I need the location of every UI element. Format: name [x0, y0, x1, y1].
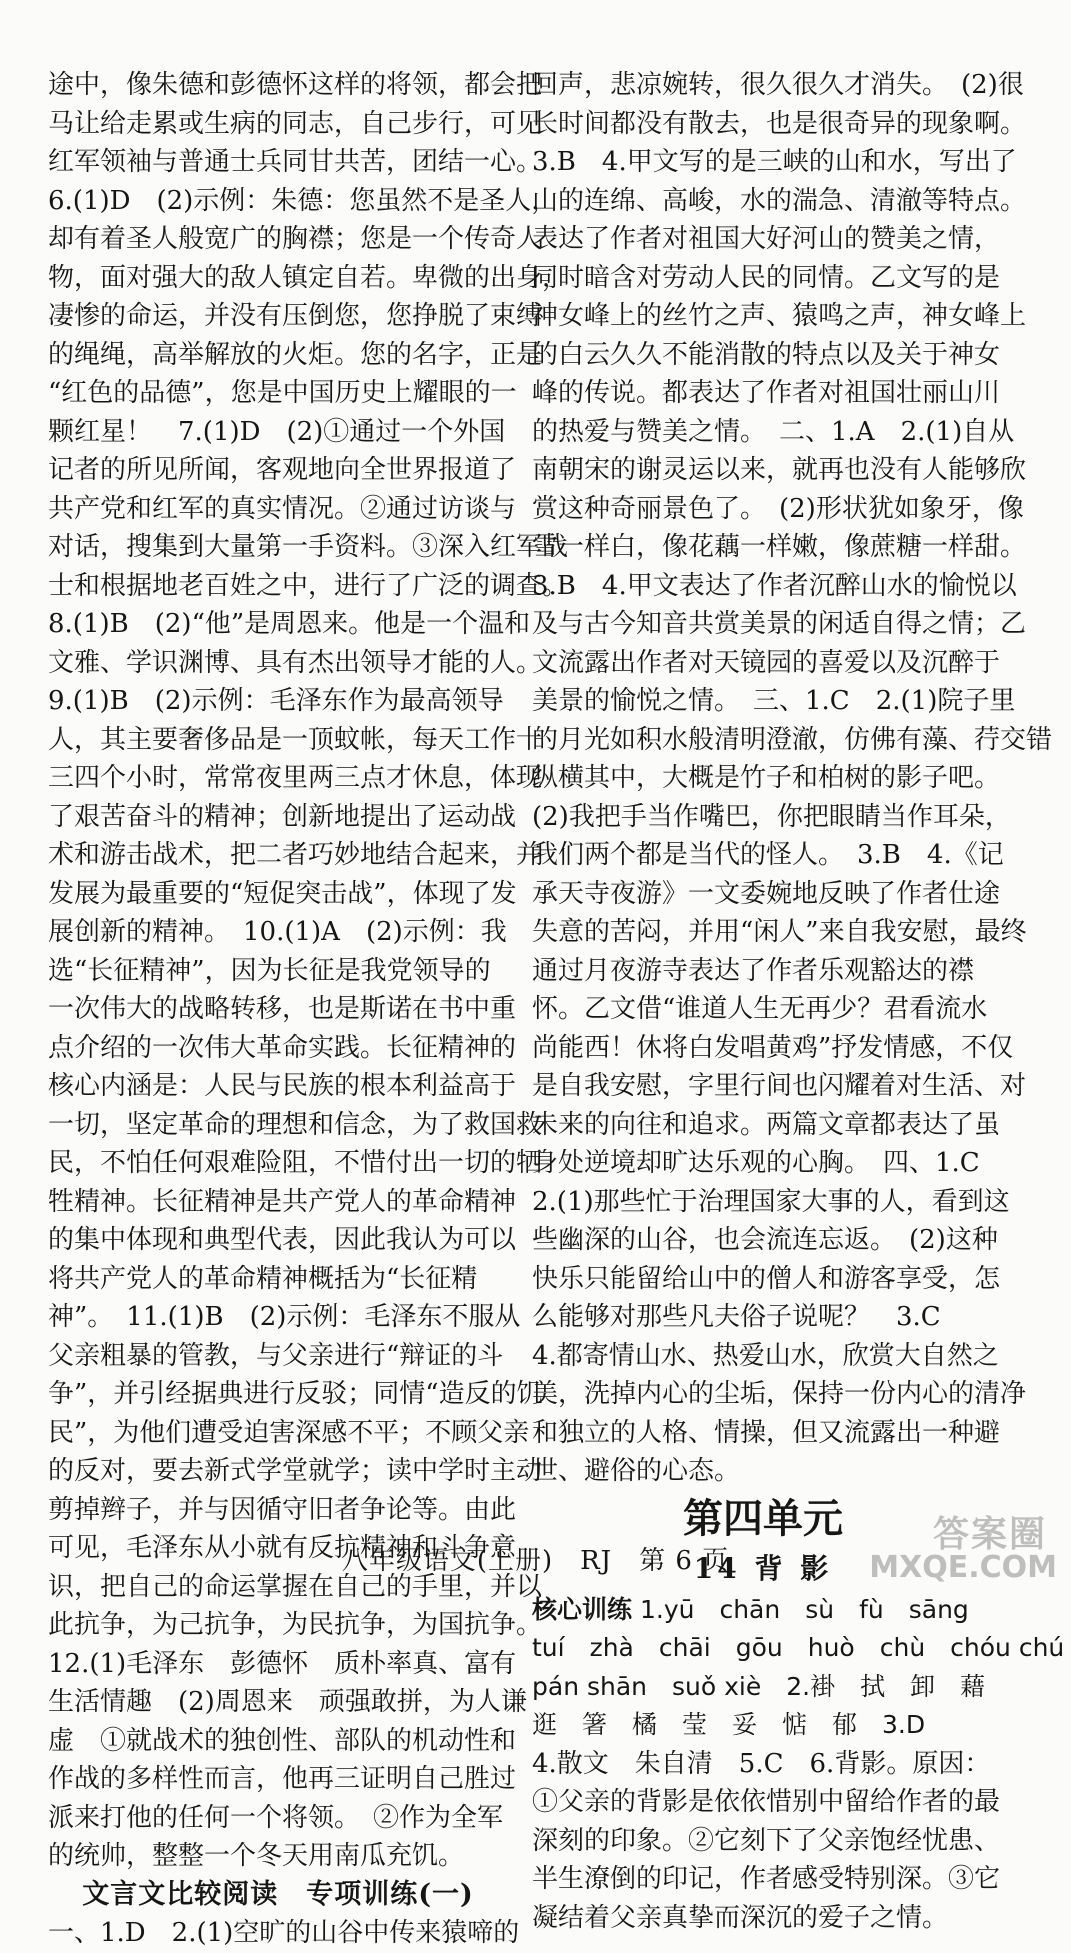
text-line: 核心内涵是：人民与民族的根本利益高于 — [48, 1071, 517, 1101]
text-line: 派来打他的任何一个将领。 ②作为全军 — [48, 1802, 504, 1833]
right-column — [532, 66, 1065, 1937]
text-line: 同时暗含对劳动人民的同情。乙文写的是 — [532, 262, 1001, 293]
text-line: 身处逆境却旷达乐观的心胸。 四、1.C — [532, 1148, 980, 1178]
text-line: 剪掉辫子，并与因循守旧者争论等。由此 — [48, 1494, 517, 1525]
text-line: 4.散文 朱自清 5.C 6.背影。原因： — [532, 1748, 991, 1779]
text-line: 8.(1)B (2)“他”是周恩来。他是一个温和 — [48, 609, 531, 639]
text-line: 承天寺夜游》一文委婉地反映了作者仕途 — [532, 878, 1001, 909]
text-line: 作战的多样性而言，他再三证明自己胜过 — [48, 1764, 517, 1794]
text-line: 失意的苦闷，并用“闲人”来自我安慰，最终 — [532, 917, 1027, 947]
watermark-top-text: 答案圈 — [932, 1514, 1047, 1555]
text-line: 三四个小时，常常夜里两三点才休息，体现 — [48, 763, 543, 793]
text-line: 赏这种奇丽景色了。 (2)形状犹如象牙，像 — [532, 493, 1024, 524]
text-line: 么能够对那些凡夫俗子说呢？ 3.C — [532, 1302, 941, 1332]
text-line: 将共产党人的革命精神概括为“长征精 — [48, 1263, 478, 1294]
text-line: 虚 ①就战术的独创性、部队的机动性和 — [48, 1725, 517, 1756]
text-line: 却有着圣人般宽广的胸襟；您是一个传奇人 — [48, 224, 543, 254]
text-line: 长时间都没有散去，也是很奇异的现象啊。 — [532, 108, 1027, 139]
pinyin-line — [532, 1706, 994, 1745]
pinyin-text: tuí zhà chāi gōu huò chù chóu chú — [532, 1633, 1065, 1662]
text-line: 12.(1)毛泽东 彭德怀 质朴率真、富有 — [48, 1648, 517, 1679]
text-line: 发展为最重要的“短促突击战”，体现了发 — [48, 878, 517, 909]
text-line: 的反对，要去新式学堂就学；读中学时主动 — [48, 1456, 543, 1486]
pinyin-line — [532, 1668, 994, 1707]
text-line: 是自我安慰，字里行间也闪耀着对生活、对 — [532, 1071, 1027, 1101]
pinyin-text: 1.yū chān sù fù sāng — [632, 1594, 969, 1624]
watermark-logo — [869, 1506, 1057, 1586]
exercise-label: 核心训练 — [532, 1594, 633, 1624]
text-line: 文雅、学识渊博、具有杰出领导才能的人。 — [48, 647, 543, 678]
text-line: 回声，悲凉婉转，很久很久才消失。 (2)很 — [532, 70, 1024, 100]
text-line: 此抗争，为己抗争，为民抗争，为国抗争。 — [48, 1610, 543, 1640]
pinyin-line — [532, 1629, 1065, 1668]
text-line: 尚能西！休将白发唱黄鸡”抒发情感，不仅 — [532, 1032, 1014, 1063]
text-line: 文流露出作者对天镜园的喜爱以及沉醉于 — [532, 647, 1001, 678]
text-line: 对话，搜集到大量第一手资料。③深入红军战 — [48, 532, 569, 562]
section-title: 文言文比较阅读 专项训练(一) — [82, 1878, 474, 1910]
text-line: 世、避俗的心态。 — [532, 1456, 741, 1486]
text-line: 民，不怕任何艰难险阻，不惜付出一切的牺 — [48, 1148, 543, 1178]
text-line: 山的连绵、高峻，水的湍急、清澈等特点。 — [532, 185, 1027, 216]
text-line: 怀。乙文借“谁道人生无再少？君看流水 — [532, 994, 988, 1024]
text-line: 共产党和红军的真实情况。②通过访谈与 — [48, 493, 517, 524]
text-line: 途中，像朱德和彭德怀这样的将领，都会把 — [48, 70, 543, 100]
text-line: ①父亲的背影是依依惜别中留给作者的最 — [532, 1787, 1001, 1817]
text-line: 神女峰上的丝竹之声、猿鸣之声，神女峰上 — [532, 301, 1027, 331]
text-line: 争”，并引经据典进行反驳；同情“造反的饥 — [48, 1379, 543, 1409]
pinyin-line — [532, 1591, 994, 1630]
text-line: 深刻的印象。②它刻下了父亲饱经忧患、 — [532, 1825, 1001, 1856]
text-line: 士和根据地老百姓之中，进行了广泛的调查。 — [48, 570, 569, 601]
text-line: 马让给走累或生病的同志，自己步行，可见 — [48, 108, 543, 139]
text-line: 一次伟大的战略转移，也是斯诺在书中重 — [48, 994, 517, 1024]
page-footer: 八年级语文(上册) RJ 第 6 页 — [341, 1546, 730, 1576]
pinyin-text: pán shān suǒ xiè 2.褂 拭 卸 藉 — [532, 1671, 986, 1701]
text-line: 一、1.D 2.(1)空旷的山谷中传来猿啼的 — [48, 1918, 520, 1948]
text-line: 凄惨的命运，并没有压倒您，您挣脱了束缚 — [48, 301, 543, 331]
text-line: 表达了作者对祖国大好河山的赞美之情， — [532, 224, 1001, 254]
text-line: 的白云久久不能消散的特点以及关于神女 — [532, 339, 1001, 370]
text-line: 父亲粗暴的管教，与父亲进行“辩证的斗 — [48, 1340, 504, 1371]
lesson-title: 14 背 影 — [693, 1551, 833, 1585]
text-line: 术和游击战术，把二者巧妙地结合起来，并 — [48, 840, 543, 870]
text-line: 美景的愉悦之情。 三、1.C 2.(1)院子里 — [532, 686, 1016, 716]
text-line: 未来的向往和追求。两篇文章都表达了虽 — [532, 1109, 1001, 1140]
text-line: 神”。 11.(1)B (2)示例：毛泽东不服从 — [48, 1302, 521, 1332]
text-line: 的月光如积水般清明澄澈，仿佛有藻、荇交错 — [532, 724, 1053, 755]
text-line: 通过月夜游寺表达了作者乐观豁达的襟 — [532, 955, 975, 986]
text-line: 快乐只能留给山中的僧人和游客享受，怎 — [532, 1263, 1001, 1294]
text-line: 点介绍的一次伟大革命实践。长征精神的 — [48, 1032, 517, 1063]
text-line: 3.B 4.甲文表达了作者沉醉山水的愉悦以 — [532, 570, 1017, 601]
text-line: 的集中体现和典型代表，因此我认为可以 — [48, 1225, 517, 1255]
text-line: 展创新的精神。 10.(1)A (2)示例：我 — [48, 917, 507, 947]
text-line: 雪一样白，像花藕一样嫩，像蔗糖一样甜。 — [532, 532, 1027, 562]
text-line: 及与古今知音共赏美景的闲适自得之情；乙 — [532, 609, 1027, 639]
text-line: 南朝宋的谢灵运以来，就再也没有人能够欣 — [532, 455, 1027, 485]
watermark-bottom-text: MXQE.COM — [869, 1550, 1057, 1585]
text-line: 的统帅，整整一个冬天用南瓜充饥。 — [48, 1841, 465, 1871]
text-line: (2)我把手当作嘴巴，你把眼睛当作耳朵， — [532, 801, 1011, 832]
text-line: 人，其主要奢侈品是一顶蚊帐，每天工作十 — [48, 724, 543, 755]
text-line: 生活情趣 (2)周恩来 顽强敢拼，为人谦 — [48, 1687, 527, 1717]
text-line: 可见，毛泽东从小就有反抗精神和斗争意 — [48, 1533, 517, 1563]
text-line: 3.B 4.甲文写的是三峡的山和水，写出了 — [532, 147, 1017, 177]
text-line: 我们两个都是当代的怪人。 3.B 4.《记 — [532, 840, 1004, 870]
text-line: 4.都寄情山水、热爱山水，欣赏大自然之 — [532, 1340, 999, 1371]
text-line: 选“长征精神”，因为长征是我党领导的 — [48, 955, 491, 986]
text-line: 物，面对强大的敌人镇定自若。卑微的出身， — [48, 262, 569, 293]
text-line: 美，洗掉内心的尘垢，保持一份内心的清净 — [532, 1379, 1027, 1409]
text-line: 民”，为他们遭受迫害深感不平；不顾父亲 — [48, 1417, 530, 1448]
text-line: “红色的品德”，您是中国历史上耀眼的一 — [48, 378, 517, 408]
text-line: 红军领袖与普通士兵同甘共苦，团结一心。 — [48, 147, 543, 177]
text-line: 凝结着父亲真挚而深沉的爱子之情。 — [532, 1902, 949, 1933]
text-line: 半生潦倒的印记，作者感受特别深。③它 — [532, 1864, 1001, 1894]
text-line: 颗红星！ 7.(1)D (2)①通过一个外国 — [48, 416, 506, 447]
text-line: 记者的所见所闻，客观地向全世界报道了 — [48, 455, 517, 485]
text-line: 了艰苦奋斗的精神；创新地提出了运动战 — [48, 801, 517, 832]
text-line: 牲精神。长征精神是共产党人的革命精神 — [48, 1186, 517, 1217]
text-line: 峰的传说。都表达了作者对祖国壮丽山川 — [532, 378, 1001, 408]
text-line: 的热爱与赞美之情。 二、1.A 2.(1)自从 — [532, 416, 1015, 447]
text-line: 6.(1)D (2)示例：朱德：您虽然不是圣人， — [48, 185, 558, 216]
text-line: 些幽深的山谷，也会流连忘返。 (2)这种 — [532, 1225, 998, 1255]
unit-title: 第四单元 — [683, 1495, 843, 1542]
text-line: 和独立的人格、情操，但又流露出一种避 — [532, 1417, 1001, 1448]
pinyin-text: 逛 箸 橘 莹 妥 惦 郁 3.D — [532, 1710, 926, 1739]
text-line: 识，把自己的命运掌握在自己的手里，并以 — [48, 1571, 543, 1602]
text-line: 一切，坚定革命的理想和信念，为了救国救 — [48, 1109, 543, 1140]
text-line: 的绳绳，高举解放的火炬。您的名字，正是 — [48, 339, 543, 370]
text-line: 2.(1)那些忙于治理国家大事的人，看到这 — [532, 1186, 1010, 1217]
text-line: 9.(1)B (2)示例：毛泽东作为最高领导 — [48, 686, 504, 716]
text-line: 纵横其中，大概是竹子和柏树的影子吧。 — [532, 763, 1001, 793]
